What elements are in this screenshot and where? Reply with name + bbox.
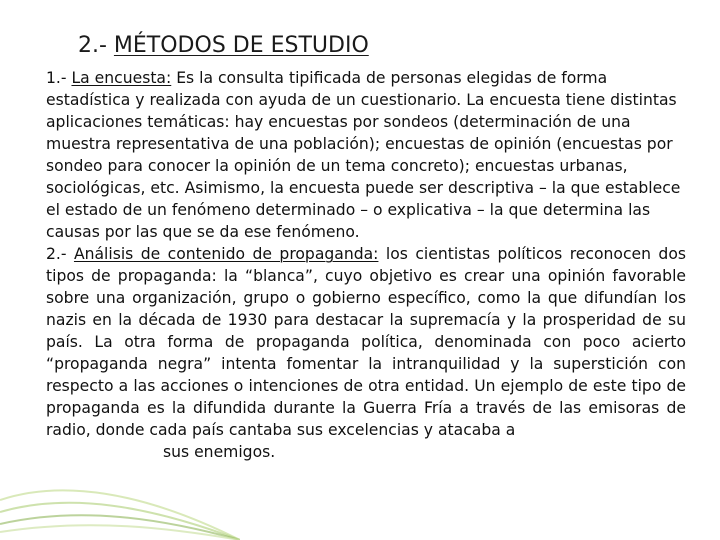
paragraph-number: 2.- (46, 245, 74, 263)
paragraph-text: Es la consulta tipificada de personas elegidas de forma estadística y realizada con ayuda de un cuestionario. La encuesta tiene distintas aplicaciones temáticas: hay encuestas por sondeos (determinación de una muestra representativa de una población); encuestas de opinión (encuestas por sondeo para conocer la opinión de un tema concreto); encuestas urbanas, sociológicas, etc. Asimismo, la encuesta puede ser descriptiva – la que establece el estado de un fenómeno determinado – o explicativa – la que determina las causas por las que se da ese fenómeno. (46, 69, 681, 241)
paragraph-encuesta (46, 67, 686, 243)
paragraph-text: los cientistas políticos reconocen dos tipos de propaganda: la “blanca”, cuyo objetivo es crear una opinión favorable sobre una organización, grupo o gobierno específico, como la que difundían los nazis en la década de 1930 para destacar la supremacía y la prosperidad de su país. La otra forma de propaganda política, denominada con poco acierto “propaganda negra” intenta fomentar la intranquilidad y la superstición con respecto a las acciones o intenciones de otra entidad. Un ejemplo de este tipo de propaganda es la difundida durante la Guerra Fría a través de las emisoras de radio, donde cada país cantaba sus excelencias y atacaba a (46, 245, 686, 439)
paragraph-propaganda (46, 243, 686, 463)
paragraph-number: 1.- (46, 69, 72, 87)
term-encuesta: La encuesta: (71, 69, 172, 87)
paragraph-trailing-line: sus enemigos. (163, 443, 276, 461)
title-prefix: 2.- (78, 33, 114, 58)
body-text (46, 67, 686, 463)
term-analisis-propaganda: Análisis de contenido de propaganda: (73, 245, 379, 263)
title-text: MÉTODOS DE ESTUDIO (113, 33, 369, 58)
slide-title (78, 33, 369, 58)
